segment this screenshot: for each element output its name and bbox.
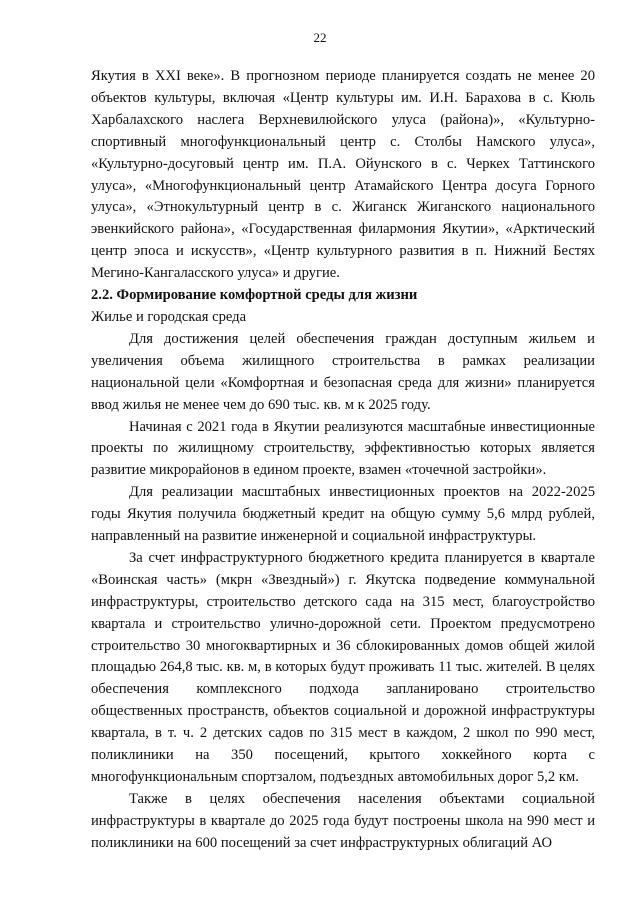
continuation-paragraph: Якутия в XXI веке». В прогнозном периоде планируется создать не менее 20 объектов культуры, включая «Центр культуры им. И.Н. Барахова в с. Кюль Харбалахского наслега Верхневилюйского улуса (района)», «Культурно-спортивный многофункциональный центр с. Столбы Намского улуса», «Культурно-досуговый центр им. П.А. Ойунского в с. Черкех Таттинского улуса», «Многофункциональный центр Атамайского Центра досуга Горного улуса», «Этнокультурный центр в с. Жиганск Жиганского национального эвенкийского района», «Государственная филармония Якутии», «Арктический центр эпоса и искусств», «Центр культурного развития в п. Нижний Бестях Мегино-Кангаласского улуса» и другие. <box>91 68 595 282</box>
section-title: 2.2. Формирование комфортной среды для жизни <box>91 287 418 304</box>
body-paragraph: Начиная с 2021 года в Якутии реализуются масштабные инвестиционные проекты по жилищному строительству, эффективностью которых является развитие микрорайонов в едином проекте, взамен «точечной застройки». <box>91 418 595 479</box>
subsection-title: Жилье и городская среда <box>91 308 247 325</box>
page-number: 22 <box>313 30 327 45</box>
body-paragraph: Для достижения целей обеспечения граждан доступным жильем и увеличения объема жилищного строительства в рамках реализации национальной цели «Комфортная и безопасная среда для жизни» планируется ввод жилья не менее чем до 690 тыс. кв. м к 2025 году. <box>91 330 595 413</box>
body-paragraph: За счет инфраструктурного бюджетного кредита планируется в квартале «Воинская часть» (мкрн «Звездный») г. Якутска подведение коммунальной инфраструктуры, строительство детского сада на 315 мест, благоустройство квартала и строительство улично-дорожной сети. Проектом предусмотрено строительство 30 многоквартирных и 36 сблокированных домов общей жилой площадью 264,8 тыс. кв. м, в которых будут проживать 11 тыс. жителей. В целях обеспечения комплексного подхода запланировано строительство общественных пространств, объектов социальной и дорожной инфраструктуры квартала, в т. ч. 2 детских садов по 315 мест в каждом, 2 школ по 990 мест, поликлиники на 350 посещений, крытого хоккейного корта с многофункциональным спортзалом, подъездных автомобильных дорог 5,2 км. <box>91 549 595 785</box>
document-body <box>91 66 595 855</box>
body-paragraph: Для реализации масштабных инвестиционных проектов на 2022-2025 годы Якутия получила бюджетный кредит на общую сумму 5,6 млрд рублей, направленный на развитие инженерной и социальной инфраструктуры. <box>91 484 595 545</box>
body-paragraph: Также в целях обеспечения населения объектами социальной инфраструктуры в квартале до 2025 года будут построены школа на 990 мест и поликлиники на 600 посещений за счет инфраструктурных облигаций АО <box>91 790 595 851</box>
